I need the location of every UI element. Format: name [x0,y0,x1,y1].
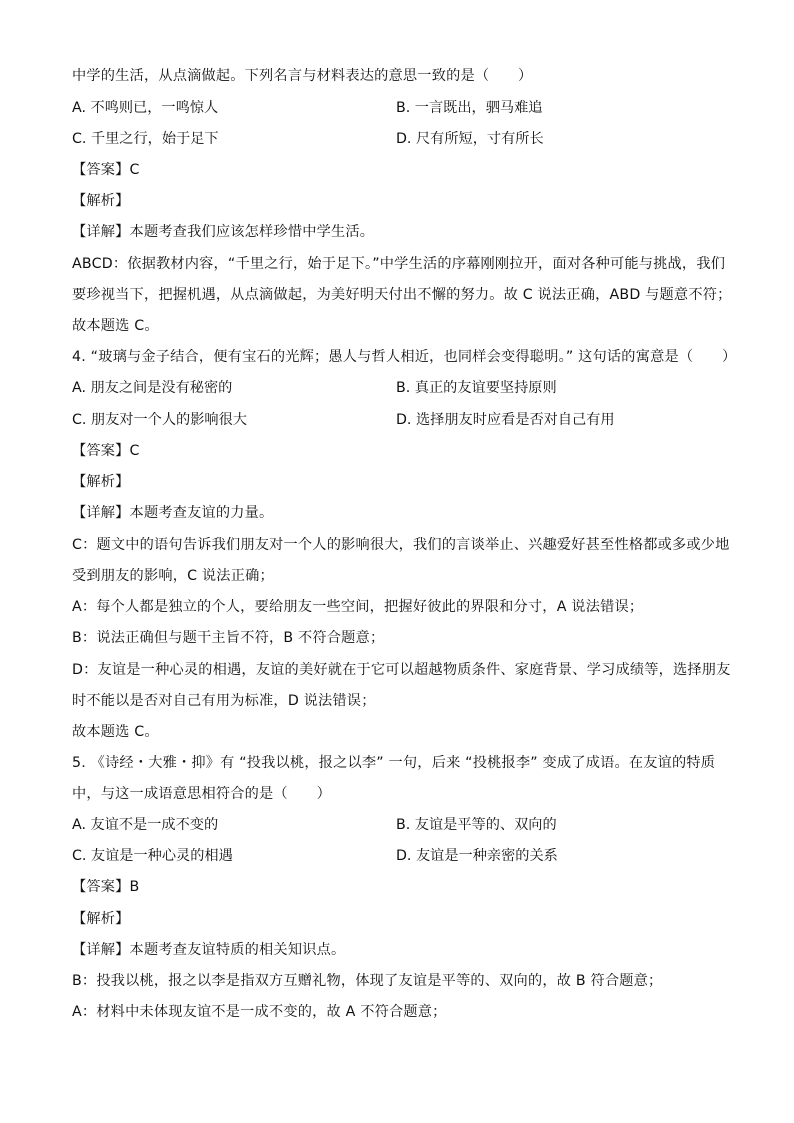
q5-option-c: C. 友谊是一种心灵的相遇 [72,848,233,864]
q4-explain-line: D：友谊是一种心灵的相遇，友谊的美好就在于它可以超越物质条件、家庭背景、学习成绩等，选择朋友 [72,662,731,678]
q5-answer: 【答案】B [72,879,140,895]
q4-answer: 【答案】C [72,443,140,459]
q3-explain-line: ABCD：依据教材内容，“千里之行，始于足下。”中学生活的序幕刚刚拉开，面对各种可能与挑战，我们 [72,256,726,272]
q5-analysis-label: 【解析】 [72,911,130,927]
q5-option-b: B. 友谊是平等的、双向的 [396,817,557,833]
q4-explain-line: 故本题选 C。 [72,724,159,740]
q3-option-a: A. 不鸣则已，一鸣惊人 [72,100,219,116]
q4-option-c: C. 朋友对一个人的影响很大 [72,412,247,428]
q3-option-b: B. 一言既出，驷马难追 [396,100,543,116]
q3-explain-line: 要珍视当下，把握机遇，从点滴做起，为美好明天付出不懈的努力。故 C 说法正确，ABD 与题意不符； [72,287,732,303]
q5-explain-line: B：投我以桃，报之以李是指双方互赠礼物，体现了友谊是平等的、双向的，故 B 符合题意； [72,973,663,989]
q4-analysis-label: 【解析】 [72,474,130,490]
q5-detail: 【详解】本题考查友谊特质的相关知识点。 [72,942,346,958]
q4-explain-line: 时不能以是否对自己有用为标准，D 说法错误； [72,693,376,709]
q3-answer: 【答案】C [72,162,140,178]
q4-explain-line: B：说法正确但与题干主旨不符，B 不符合题意； [72,630,385,646]
q5-stem-line: 5. 《诗经・大雅・抑》有 “投我以桃，报之以李” 一句，后来 “投桃报李” 变成了成语。在友谊的特质 [72,755,716,771]
q3-analysis-label: 【解析】 [72,193,130,209]
q4-option-d: D. 选择朋友时应看是否对自己有用 [396,412,615,428]
q4-detail: 【详解】本题考查友谊的力量。 [72,505,274,521]
q5-option-d: D. 友谊是一种亲密的关系 [396,848,558,864]
q4-option-b: B. 真正的友谊要坚持原则 [396,380,557,396]
q3-detail: 【详解】本题考查我们应该怎样珍惜中学生活。 [72,224,375,240]
q5-explain-line: A：材料中未体现友谊不是一成不变的，故 A 不符合题意； [72,1004,447,1020]
q5-option-a: A. 友谊不是一成不变的 [72,817,219,833]
q4-explain-line: 受到朋友的影响，C 说法正确； [72,568,274,584]
q3-option-d: D. 尺有所短，寸有所长 [396,131,544,147]
q4-option-a: A. 朋友之间是没有秘密的 [72,380,233,396]
q4-stem: 4. “玻璃与金子结合，便有宝石的光辉；愚人与哲人相近，也同样会变得聪明。” 这句话的寓意是（ ） [72,349,737,365]
q3-option-c: C. 千里之行，始于足下 [72,131,219,147]
q5-stem-line: 中，与这一成语意思相符合的是（ ） [72,786,331,802]
q3-stem: 中学的生活，从点滴做起。下列名言与材料表达的意思一致的是（ ） [72,68,533,84]
q4-explain-line: A：每个人都是独立的个人，要给朋友一些空间，把握好彼此的界限和分寸，A 说法错误； [72,599,644,615]
q4-explain-line: C：题文中的语句告诉我们朋友对一个人的影响很大，我们的言谈举止、兴趣爱好甚至性格都或多或少地 [72,537,730,553]
q3-explain-line: 故本题选 C。 [72,318,159,334]
